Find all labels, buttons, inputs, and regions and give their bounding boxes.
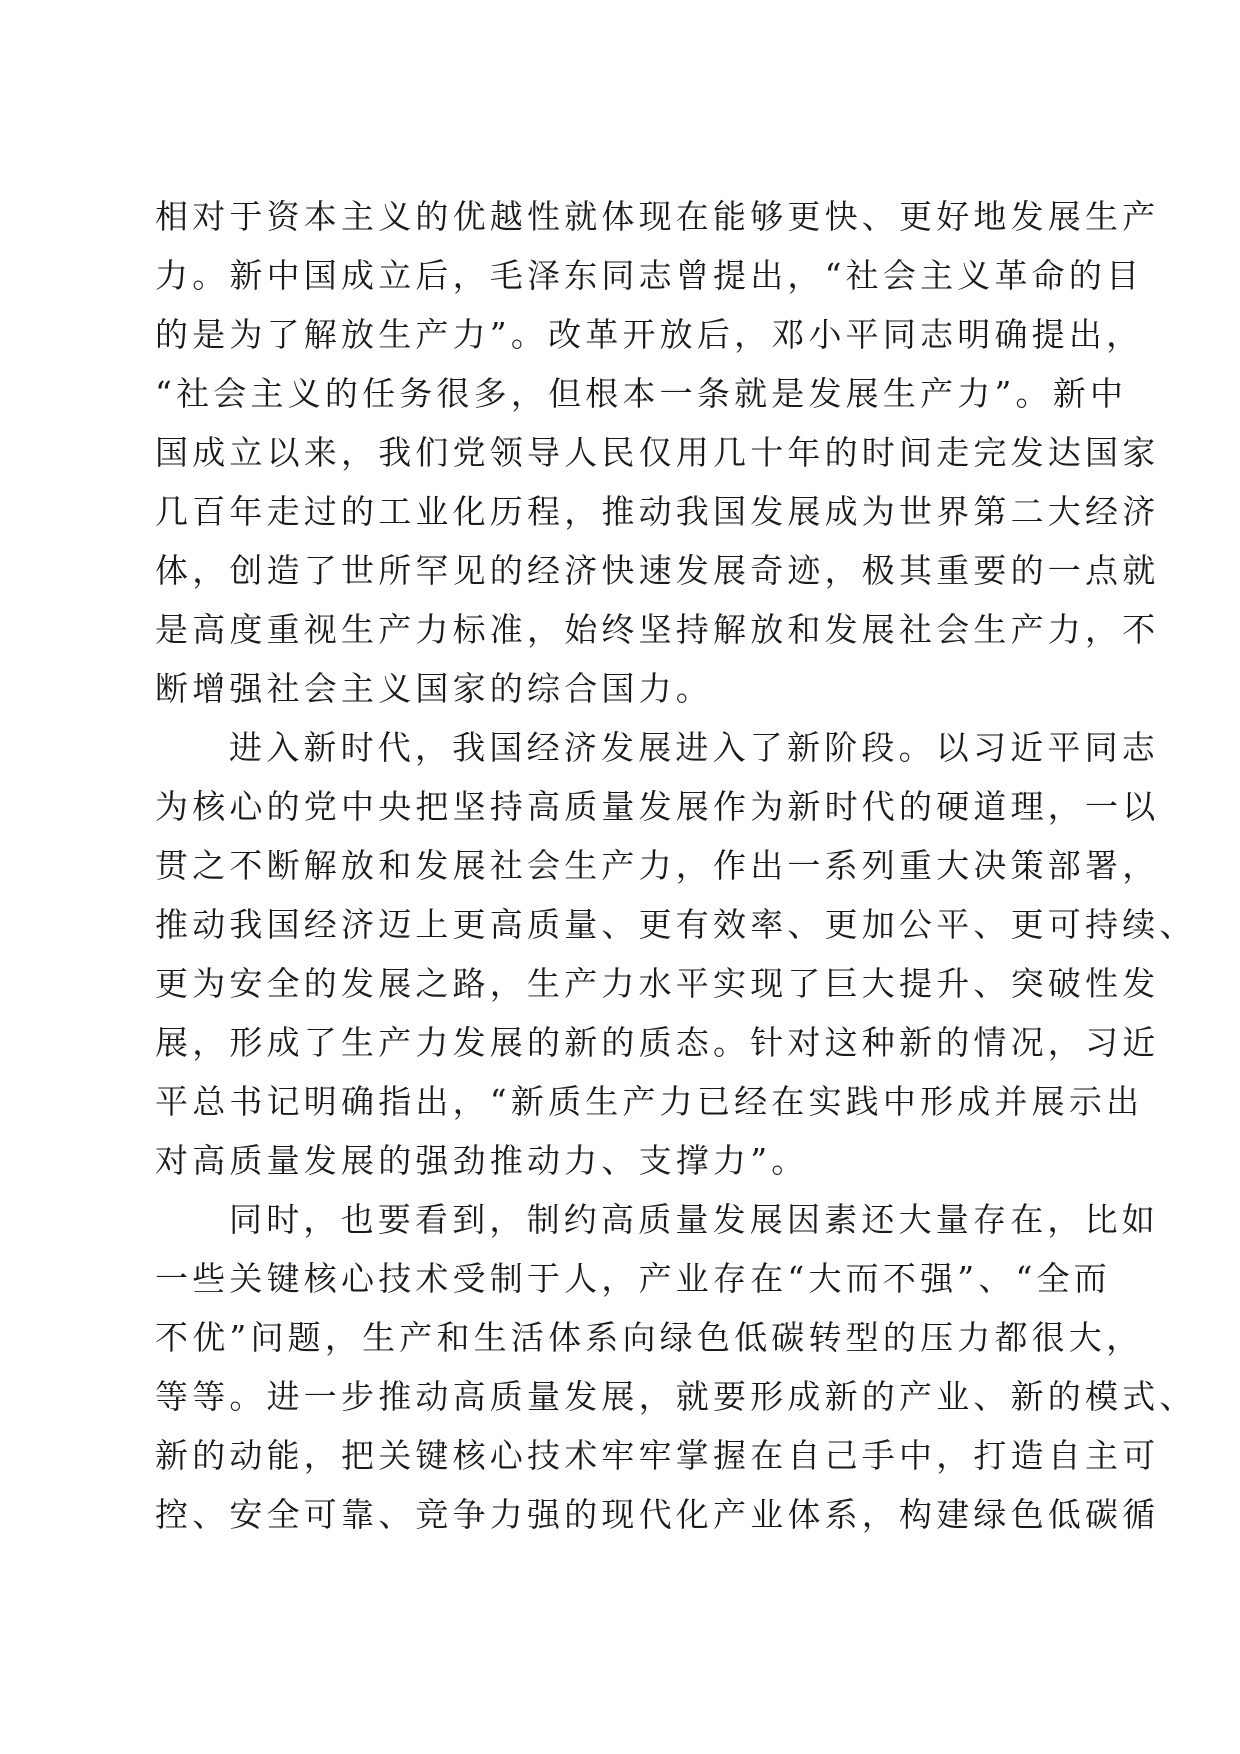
text-line: 推动我国经济迈上更高质量、更有效率、更加公平、更可持续、: [155, 905, 1197, 944]
paragraph: [155, 718, 1197, 1190]
text-line: 对高质量发展的强劲推动力、支撑力”。: [155, 1141, 809, 1180]
text-line: 几百年走过的工业化历程，推动我国发展成为世界第二大经济: [155, 492, 1160, 531]
text-line: 同时，也要看到，制约高质量发展因素还大量存在，比如: [229, 1200, 1159, 1239]
text-line: 平总书记明确指出，“新质生产力已经在实践中形成并展示出: [155, 1082, 1144, 1121]
text-line: “社会主义的任务很多，但根本一条就是发展生产力”。新中: [155, 374, 1128, 413]
text-line: 力。新中国成立后，毛泽东同志曾提出，“社会主义革命的目: [155, 256, 1144, 295]
paragraph: [155, 187, 1160, 718]
text-line: 是高度重视生产力标准，始终坚持解放和发展社会生产力，不: [155, 610, 1160, 649]
text-line: 不优”问题，生产和生活体系向绿色低碳转型的压力都很大，: [155, 1318, 1144, 1357]
text-line: 相对于资本主义的优越性就体现在能够更快、更好地发展生产: [155, 197, 1160, 236]
text-line: 新的动能，把关键核心技术牢牢掌握在自己手中，打造自主可: [155, 1436, 1160, 1475]
text-line: 断增强社会主义国家的综合国力。: [155, 669, 713, 708]
text-line: 体，创造了世所罕见的经济快速发展奇迹，极其重要的一点就: [155, 551, 1160, 590]
text-line: 国成立以来，我们党领导人民仅用几十年的时间走完发达国家: [155, 433, 1160, 472]
text-line: 的是为了解放生产力”。改革开放后，邓小平同志明确提出，: [155, 315, 1144, 354]
text-line: 更为安全的发展之路，生产力水平实现了巨大提升、突破性发: [155, 964, 1160, 1003]
text-line: 控、安全可靠、竞争力强的现代化产业体系，构建绿色低碳循: [155, 1495, 1160, 1534]
text-line: 等等。进一步推动高质量发展，就要形成新的产业、新的模式、: [155, 1377, 1197, 1416]
text-line: 一些关键核心技术受制于人，产业存在“大而不强”、“全而: [155, 1259, 1112, 1298]
document-body: [155, 187, 1197, 1544]
text-line: 为核心的党中央把坚持高质量发展作为新时代的硬道理，一以: [155, 787, 1160, 826]
text-line: 展，形成了生产力发展的新的质态。针对这种新的情况，习近: [155, 1023, 1160, 1062]
text-line: 进入新时代，我国经济发展进入了新阶段。以习近平同志: [229, 728, 1159, 767]
paragraph: [155, 1190, 1197, 1544]
text-line: 贯之不断解放和发展社会生产力，作出一系列重大决策部署，: [155, 846, 1160, 885]
